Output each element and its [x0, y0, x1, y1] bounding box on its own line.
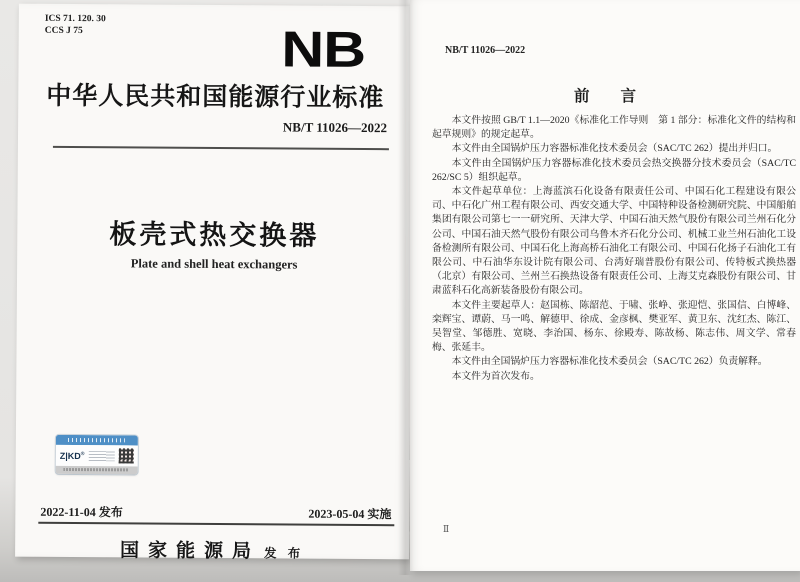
foreword-paragraph: 本文件起草单位：上海蓝滨石化设备有限责任公司、中国石化工程建设有限公司、中石化广州工程有限公司、西安交通大学、中国特种设备检测研究院、中国船舶集团有限公司第七一一研究所、天津大学、中国石油天然气股份有限公司兰州石化分公司、中国石油天然气股份有限公司乌鲁木齐石化分公司、机械工业兰州石油化工设备检测所有限公司、中国石化上海高桥石油化工有限公司、中国石化扬子石油化工有限公司、中石油华东设计院有限公司、台湾好瑞普股份有限公司、传特板式换热器（北京）有限公司、兰州兰石换热设备有限责任公司、上海艾克森股份有限公司、甘肃蓝科石化高新装备股份有限公司。	[432, 186, 796, 297]
stamp-header-band	[56, 435, 138, 446]
foreword-paragraph: 本文件为首次发布。	[451, 370, 540, 382]
stamp-brand-label: Z|KD®	[59, 450, 85, 461]
standard-type-title: 中华人民共和国能源行业标准	[46, 82, 385, 113]
implementation-date: 2023-05-04 实施	[308, 506, 392, 522]
foreword-title: 前 言	[573, 88, 636, 105]
foreword-paragraph: 本文件由全国锅炉压力容器标准化技术委员会（SAC/TC 262）负责解释。	[451, 356, 768, 368]
qr-code-icon	[119, 448, 134, 463]
foreword-paragraph: 本文件主要起草人：赵国栋、陈韶范、于啸、张峥、张迎恺、张国信、白博峰、栾辉宝、谭蔚、马一鸣、解德甲、徐成、金彦枫、樊亚军、黄卫东、沈红杰、陈江、吴智堂、邹德胜、宽晓、李治国、杨东、徐殿寿、陈故杨、陈志伟、周文学、常春梅、张延丰。	[432, 299, 796, 354]
issuer-row	[15, 535, 409, 565]
anti-counterfeit-stamp	[56, 435, 138, 475]
issue-date: 2022-11-04 发布	[40, 504, 123, 520]
cover-divider-line	[53, 146, 389, 150]
date-row	[40, 503, 391, 522]
document-title-english: Plate and shell heat exchangers	[130, 256, 298, 272]
stamp-microtext	[88, 451, 114, 461]
registered-mark: ®	[80, 450, 85, 457]
page-number: Ⅱ	[443, 524, 450, 534]
issuing-authority: 国家能源局	[119, 540, 261, 563]
stamp-body	[56, 445, 138, 467]
page-header-standard-number: NB/T 11026—2022	[445, 45, 526, 56]
ccs-code: CCS J 75	[44, 25, 83, 37]
foreword-paragraph: 本文件由全国锅炉压力容器标准化技术委员会热交换器分技术委员会（SAC/TC 262/SC 5）组织起草。	[432, 157, 796, 183]
foreword-paragraph: 本文件由全国锅炉压力容器标准化技术委员会（SAC/TC 262）提出并归口。	[451, 143, 778, 155]
classification-codes	[45, 13, 106, 37]
standard-number: NB/T 11026—2022	[282, 119, 388, 136]
nb-logo: NB	[280, 20, 365, 79]
foreword-page	[410, 0, 800, 571]
cover-page	[15, 4, 413, 563]
stamp-footer-band	[56, 466, 138, 475]
footer-divider-line	[38, 522, 394, 526]
ics-code: ICS 71. 120. 30	[44, 13, 106, 25]
document-title-chinese: 板壳式热交换器	[109, 219, 320, 251]
foreword-body	[432, 114, 796, 384]
foreword-paragraph: 本文件按照 GB/T 1.1—2020《标准化工作导则 第 1 部分：标准化文件的结构和起草规则》的规定起草。	[432, 115, 796, 141]
issued-label: 发 布	[263, 546, 305, 561]
